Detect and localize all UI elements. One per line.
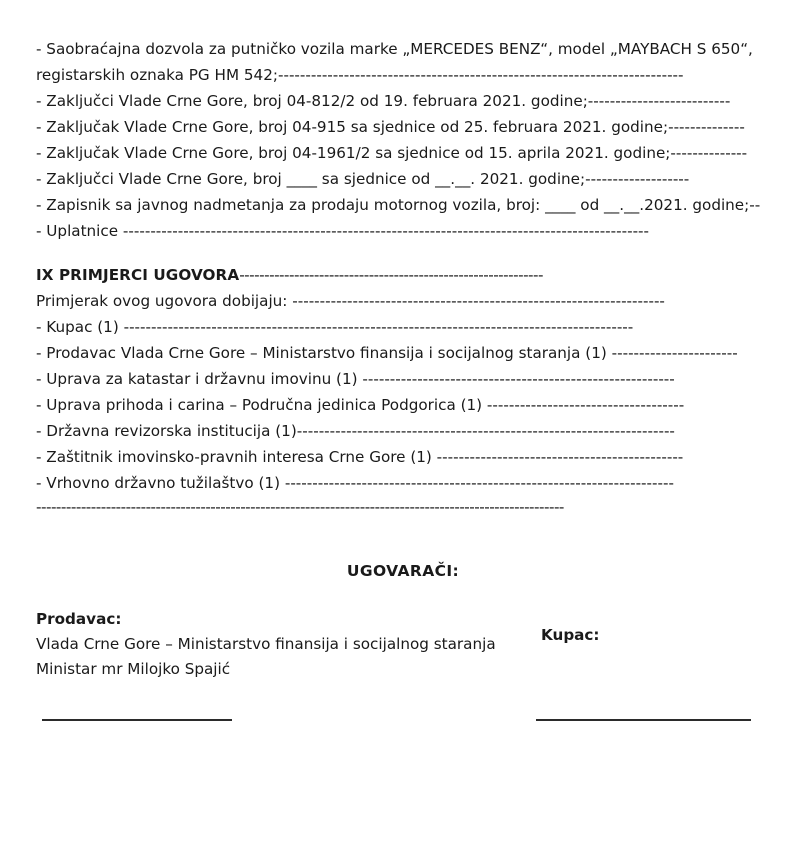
attachment-line: - Zaključci Vlade Crne Gore, broj 04-812/2 od 19. februara 2021. godine;--------------------------: [36, 92, 731, 110]
recipient-line: - Zaštitnik imovinsko-pravnih interesa Crne Gore (1) ---------------------------------------------: [36, 448, 684, 466]
buyer-block: [541, 622, 800, 648]
seller-name-line-1: Vlada Crne Gore – Ministarstvo finansija i socijalnog staranja: [36, 634, 496, 653]
attachment-line: - Uplatnice ------------------------------------------------------------------------------------------------: [36, 222, 650, 240]
trailing-dash-divider: ----------------------------------------------------------------------------------------------------------: [36, 498, 564, 516]
seller-block: [36, 606, 506, 682]
attachment-line: - Zaključak Vlade Crne Gore, broj 04-915 sa sjednice od 25. februara 2021. godine;--------------: [36, 118, 745, 136]
recipient-line: - Prodavac Vlada Crne Gore – Ministarstvo finansija i socijalnog staranja (1) -----------------------: [36, 344, 738, 362]
recipient-line: - Uprava za katastar i državnu imovinu (1) ---------------------------------------------------------: [36, 370, 675, 388]
section-heading-dashes: -------------------------------------------------------------: [239, 266, 543, 284]
attachment-line: - Zaključak Vlade Crne Gore, broj 04-1961/2 sa sjednice od 15. aprila 2021. godine;--------------: [36, 144, 748, 162]
buyer-label: Kupac:: [541, 625, 600, 644]
buyer-signature-line: [536, 719, 751, 721]
attachment-line: - Zaključci Vlade Crne Gore, broj ____ sa sjednice od __.__. 2021. godine;-------------------: [36, 170, 690, 188]
seller-signature-line: [42, 719, 232, 721]
spacer: [36, 518, 770, 546]
spacer: [36, 244, 770, 262]
attachment-line: - Zapisnik sa javnog nadmetanja za prodaju motornog vozila, broj: ____ od __.__.2021. godine;--: [36, 196, 761, 214]
attachment-line: registarskih oznaka PG HM 542;--------------------------------------------------------------------------: [36, 66, 684, 84]
recipient-line: - Vrhovno državno tužilaštvo (1) -----------------------------------------------------------------------: [36, 474, 674, 492]
section-intro: Primjerak ovog ugovora dobijaju: --------------------------------------------------------------------: [36, 292, 665, 310]
attachment-line: - Saobraćajna dozvola za putničko vozila marke „MERCEDES BENZ“, model „MAYBACH S 650“,: [36, 40, 753, 58]
recipient-line: - Državna revizorska institucija (1)---------------------------------------------------------------------: [36, 422, 675, 440]
document-body: [36, 36, 770, 756]
signature-area: [36, 606, 770, 756]
section-heading-row: [36, 262, 770, 288]
recipient-line: - Kupac (1) ---------------------------------------------------------------------------------------------: [36, 318, 634, 336]
seller-label: Prodavac:: [36, 609, 122, 628]
signatures-title: UGOVARAČI:: [346, 562, 460, 580]
seller-name-line-2: Ministar mr Milojko Spajić: [36, 659, 231, 678]
recipient-line: - Uprava prihoda i carina – Područna jedinica Podgorica (1) ------------------------------------: [36, 396, 685, 414]
section-heading: IX PRIMJERCI UGOVORA: [36, 266, 240, 284]
